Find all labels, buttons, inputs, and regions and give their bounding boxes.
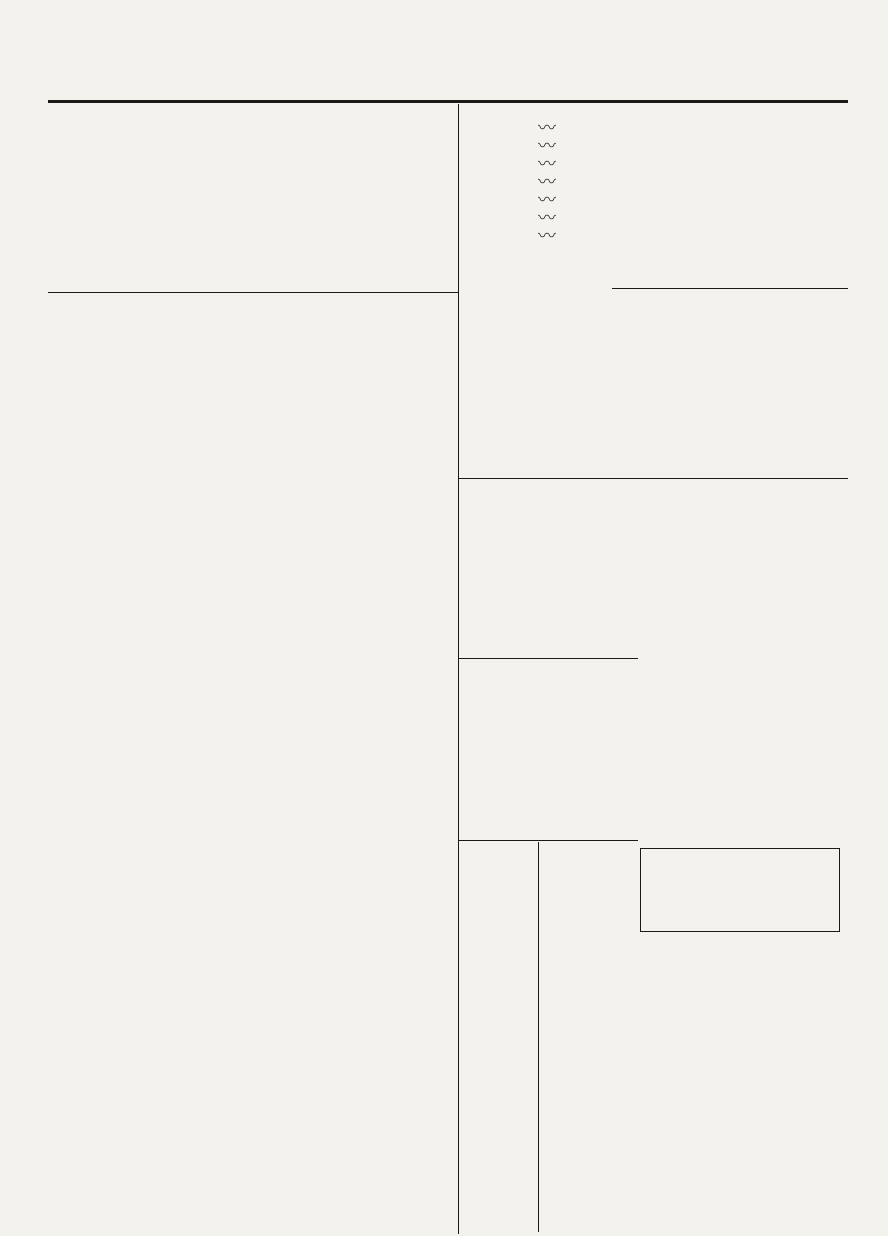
section-divider [458,840,638,841]
column-rule [458,104,459,1234]
header-rule [48,100,848,103]
arrears-notice-box [640,848,840,932]
section-divider [458,658,638,659]
wave-ornament: 〰〰〰〰〰〰〰 [535,118,556,244]
section-divider [458,478,848,479]
section-divider [48,292,458,293]
section-divider [612,288,848,289]
tax-rate-chart [56,326,452,1180]
column-rule [538,842,539,1232]
